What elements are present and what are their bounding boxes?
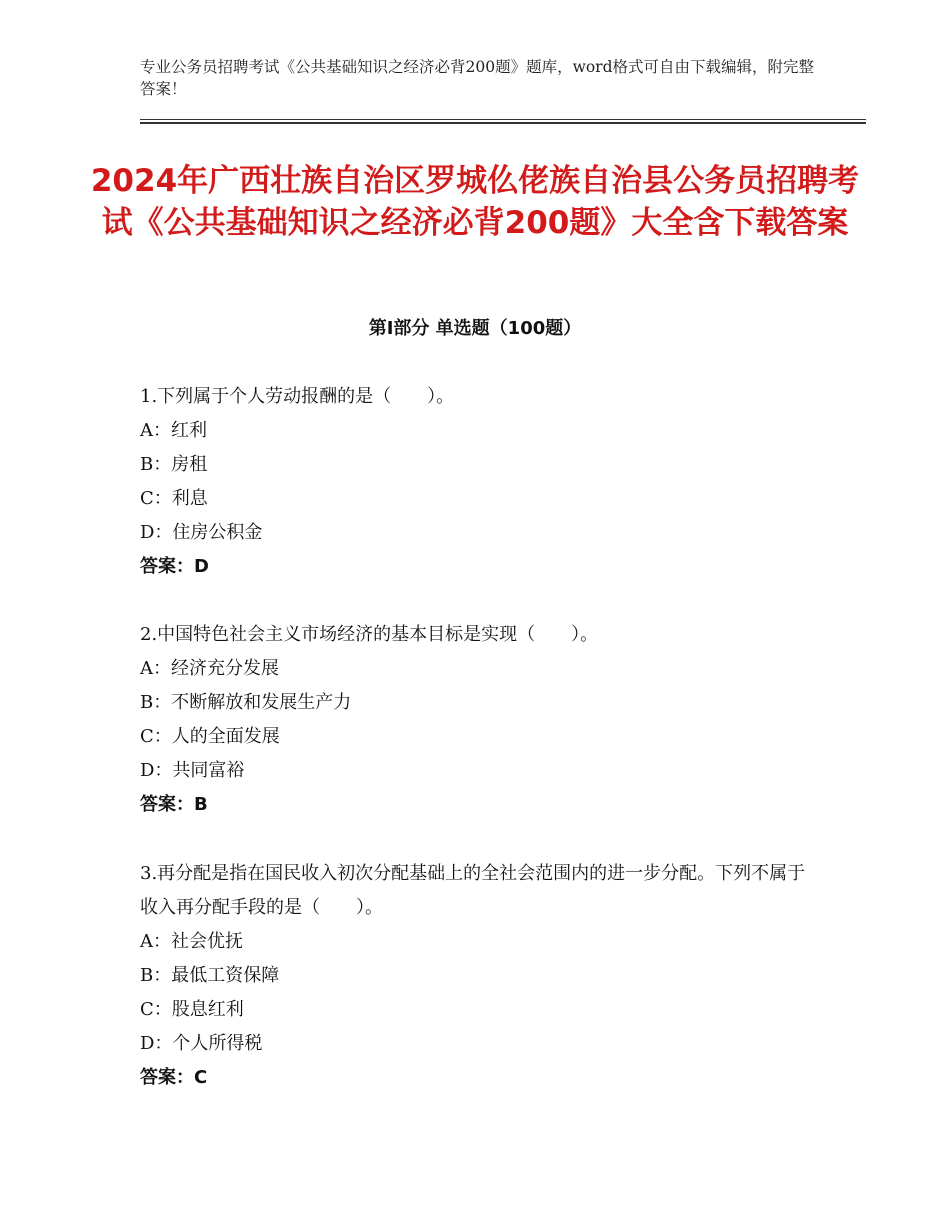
option-b: B：最低工资保障: [140, 965, 280, 986]
header-rule-thick: [140, 122, 866, 124]
header-note: 专业公务员招聘考试《公共基础知识之经济必背200题》题库，word格式可自由下载编辑，附完整答案！: [140, 58, 815, 98]
option-c: C：利息: [140, 488, 208, 509]
question-2: [140, 618, 820, 822]
option-c: C：人的全面发展: [140, 726, 280, 747]
document-title: 2024年广西壮族自治区罗城仫佬族自治县公务员招聘考试《公共基础知识之经济必背200题》大全含下载答案: [90, 163, 860, 241]
answer-label: 答案：D: [140, 556, 209, 577]
option-a: A：社会优抚: [140, 931, 243, 952]
question-stem: 1.下列属于个人劳动报酬的是（ ）。: [140, 386, 455, 407]
option-c: C：股息红利: [140, 999, 244, 1020]
option-a: A：经济充分发展: [140, 658, 279, 679]
question-stem: 2.中国特色社会主义市场经济的基本目标是实现（ ）。: [140, 624, 599, 645]
question-3: [140, 857, 820, 1095]
option-d: D：住房公积金: [140, 522, 263, 543]
option-d: D：共同富裕: [140, 760, 245, 781]
option-b: B：房租: [140, 454, 208, 475]
answer-label: 答案：B: [140, 794, 208, 815]
answer-label: 答案：C: [140, 1067, 208, 1088]
option-a: A：红利: [140, 420, 207, 441]
question-stem: 3.再分配是指在国民收入初次分配基础上的全社会范围内的进一步分配。下列不属于收入再分配手段的是（ ）。: [140, 863, 806, 918]
header-rule-thin: [140, 119, 866, 120]
option-d: D：个人所得税: [140, 1033, 263, 1054]
section-heading: 第Ⅰ部分 单选题（100题）: [368, 318, 582, 339]
question-1: [140, 380, 820, 584]
option-b: B：不断解放和发展生产力: [140, 692, 352, 713]
